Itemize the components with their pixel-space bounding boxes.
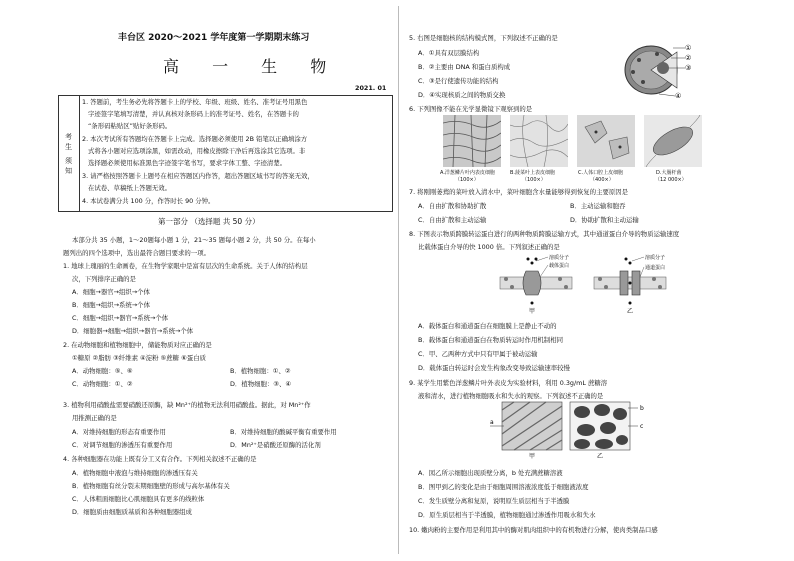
question-stem: 3. 植物利用硝酸盐需要硝酸还原酶，缺 Mn²⁺的植物无法利用硝酸盐。据此，对 Mn²⁺作 xyxy=(63,401,311,409)
question-stem: 9. 某学生用紫色洋葱鳞片叶外表皮为实验材料，利用 0.3g/mL 蔗糖溶 xyxy=(409,379,608,387)
option: A．自由扩散和协助扩散 xyxy=(418,202,487,210)
option: A．对维持细胞的形态有重要作用 xyxy=(72,428,166,436)
subject-title: 高 一 生 物 xyxy=(163,57,341,76)
nucleus-marker: ④ xyxy=(675,92,682,100)
question-stem: 次，下列排序正确的是 xyxy=(72,275,136,283)
transport-caption: 乙 xyxy=(627,308,634,315)
transport-label: 溶质分子 xyxy=(645,255,666,261)
question-stem: 用推测正确的是 xyxy=(72,414,117,422)
exam-title: 丰台区 2020～2021 学年度第一学期期末练习 xyxy=(118,33,310,43)
option: C．③是行使遗传功能的结构 xyxy=(418,77,499,85)
option: D．细胞器→细胞→组织→器官→系统→个体 xyxy=(72,327,194,335)
option: C．发生质壁分离和复原，说明原生质层相当于半透膜 xyxy=(418,497,570,505)
question-stem: 比载体蛋白介导的快 1000 倍。下列叙述正确的是 xyxy=(418,243,560,251)
notes-label-char: 知 xyxy=(65,167,72,175)
plasmolysis-marker: b xyxy=(640,405,644,412)
option: D．Mn²⁺是硝酸还原酶的活化剂 xyxy=(230,441,321,449)
option: A．细胞→器官→组织→个体 xyxy=(72,288,150,296)
question-stem: 5. 右图是细胞核的结构模式图，下列叙述不正确的是 xyxy=(409,34,558,42)
part1-intro: 本部分共 35 小题，1～20题每小题 1 分，21～35 题每小题 2 分，共 50 分。在每小 xyxy=(72,236,316,244)
notes-item: 字迹签字笔填写清楚，并认真核对条形码上的准考证号、姓名，在答题卡的 xyxy=(88,110,299,118)
transport-caption: 甲 xyxy=(529,308,536,315)
notes-label-char: 须 xyxy=(65,157,72,165)
micro-mag: （400×） xyxy=(590,177,614,183)
transport-label: 溶质分子 xyxy=(549,255,570,261)
option: A．植物细胞中液泡与维持细胞的渗透压有关 xyxy=(72,469,198,477)
micrograph-b xyxy=(510,115,568,167)
notes-item: 式将各小题对应选项涂黑，如需改动，用橡皮擦除干净后再选涂其它选项。非 xyxy=(88,147,306,155)
question-stem: 1. 地球上瑰丽的生命画卷，在生物学家眼中是富有层次的生命系统。关于人体的结构层 xyxy=(63,262,308,270)
question-stem: 10. 嫩肉粉的主要作用是利用其中的酶对肌肉组织中的有机物进行分解，使肉类制品口感 xyxy=(409,526,658,534)
option: B．②主要由 DNA 和蛋白质构成 xyxy=(418,63,511,71)
notes-label xyxy=(59,96,80,211)
option: B．植物细胞：①、② xyxy=(230,367,291,375)
option: C．对调节细胞的渗透压有重要作用 xyxy=(72,441,173,449)
notes-item: 3. 请严格按照答题卡上题号在相应答题区内作答，超出答题区域书写的答案无效， xyxy=(82,172,314,180)
question-stem: ①糖原 ②脂肪 ③纤维素 ④淀粉 ⑤蔗糖 ⑥蛋白质 xyxy=(72,354,206,362)
micrograph-d xyxy=(644,115,702,167)
exam-date: 2021. 01 xyxy=(355,84,387,92)
part1-intro: 题列出的四个选项中，选出最符合题目要求的一项。 xyxy=(63,249,210,257)
option: D．细胞质由细胞质基质和各种细胞器组成 xyxy=(72,508,192,516)
transport-label: 载体蛋白 xyxy=(549,263,570,269)
nucleus-marker: ② xyxy=(685,54,692,62)
option: B．主动运输和胞吞 xyxy=(570,202,626,210)
transport-label: 通道蛋白 xyxy=(645,265,666,271)
notes-label-char: 生 xyxy=(65,143,72,151)
question-stem: 2. 在动物细胞和植物细胞中，储能物质对应正确的是 xyxy=(63,341,212,349)
micrograph-a xyxy=(443,115,501,167)
micro-mag: （100×） xyxy=(522,177,546,183)
nucleus-figure xyxy=(615,38,695,100)
notes-item: 在试卷、草稿纸上答题无效。 xyxy=(88,184,172,192)
plasmolysis-marker: c xyxy=(640,423,644,430)
option: D．植物细胞：③、④ xyxy=(230,380,292,388)
question-stem: 8. 下图表示物质跨膜转运蛋白进行的两种物质跨膜运输方式，其中通道蛋白介导的物质运输速度 xyxy=(409,230,680,238)
transport-figure xyxy=(498,253,668,315)
plasmolysis-caption: 甲 xyxy=(529,453,536,460)
nucleus-marker: ① xyxy=(685,44,692,52)
option: D．载体蛋白转运时会发生构象改变导致运输速率较慢 xyxy=(418,364,570,372)
micro-mag: （12 000×） xyxy=(655,177,687,183)
notes-item: “条形码粘贴区”贴好条形码。 xyxy=(88,122,172,130)
question-stem: 液和清水，进行植物细胞吸水和失水的观察。下列叙述不正确的是 xyxy=(418,392,604,400)
option: A．図乙所示细胞出现质壁分离，b 处充满蔗糖溶液 xyxy=(418,469,563,477)
option: C．人体粗面细胞比心肌细胞具有更多的线粒体 xyxy=(72,495,205,503)
plasmolysis-caption: 乙 xyxy=(597,453,604,460)
plasmolysis-marker: a xyxy=(490,419,494,426)
option: B．对维持细胞的酸碱平衡有重要作用 xyxy=(230,428,337,436)
option: A．载体蛋白和通道蛋白在细胞膜上是静止不动的 xyxy=(418,322,557,330)
plasmolysis-panel-jia xyxy=(490,402,562,450)
plasmolysis-panel-yi xyxy=(570,402,638,450)
micro-caption: C.人体口腔上皮细胞 xyxy=(578,170,624,176)
option: C．自由扩散和主动运输 xyxy=(418,216,487,224)
option: C．甲、乙两种方式中只有甲属于被动运输 xyxy=(418,350,538,358)
micrograph-c xyxy=(577,115,635,167)
micro-caption: D.大肠杆菌 xyxy=(656,170,682,176)
micro-caption: B.菠菜叶上表皮细胞 xyxy=(510,170,556,176)
option: C．细胞→组织→器官→系统→个体 xyxy=(72,314,169,322)
option: B．细胞→组织→系统→个体 xyxy=(72,301,150,309)
plasmolysis-figure xyxy=(490,400,650,460)
notes-label-char: 考 xyxy=(65,133,72,141)
option: B．载体蛋白和通道蛋白在物质转运时作用机制相同 xyxy=(418,336,563,344)
notes-item: 1. 答题前，考生务必先将答题卡上的学校、年级、班级、姓名、准考证号用黑色 xyxy=(82,98,308,106)
part1-title: 第一部分 （选择题 共 50 分） xyxy=(158,217,260,226)
micro-mag: （100×） xyxy=(455,177,479,183)
nucleus-marker: ③ xyxy=(685,64,692,72)
option: B．图甲到乙的变化是由于细胞周围溶液浓度低于细胞液浓度 xyxy=(418,483,589,491)
column-divider xyxy=(398,6,399,554)
micro-caption: A.洋葱鳞片叶内表皮细胞 xyxy=(440,170,495,176)
notes-item: 选择题必须使用标准黑色字迹签字笔书写，要求字体工整、字迹清楚。 xyxy=(88,159,287,167)
option: B．植物细胞有丝分裂末期细胞壁的形成与高尔基体有关 xyxy=(72,482,230,490)
question-stem: 7. 将刚刚萎蔫的菜叶放入清水中，菜叶细胞含水量能够得到恢复的主要原因是 xyxy=(409,188,629,196)
question-stem: 4. 各种细胞器在功能上既有分工又有合作。下列相关叙述不正确的是 xyxy=(63,455,257,463)
option: D．协助扩散和主动运输 xyxy=(570,216,639,224)
option: C．动物细胞：①、② xyxy=(72,380,133,388)
notes-item: 4. 本试卷满分共 100 分，作答时长 90 分钟。 xyxy=(82,197,215,205)
option: D．④实现核质之间的物质交换 xyxy=(418,91,506,99)
option: A．①具有双层膜结构 xyxy=(418,49,480,57)
question-stem: 6. 下列图像不能在光学显微镜下观察到的是 xyxy=(409,105,533,113)
option: D．原生质层相当于半透膜，植物细胞通过渗透作用吸水和失水 xyxy=(418,511,596,519)
option: A．动物细胞：⑤、⑥ xyxy=(72,367,133,375)
notes-item: 2. 本次考试所有答题均在答题卡上完成。选择题必须使用 2B 铅笔以正确填涂方 xyxy=(82,135,308,143)
